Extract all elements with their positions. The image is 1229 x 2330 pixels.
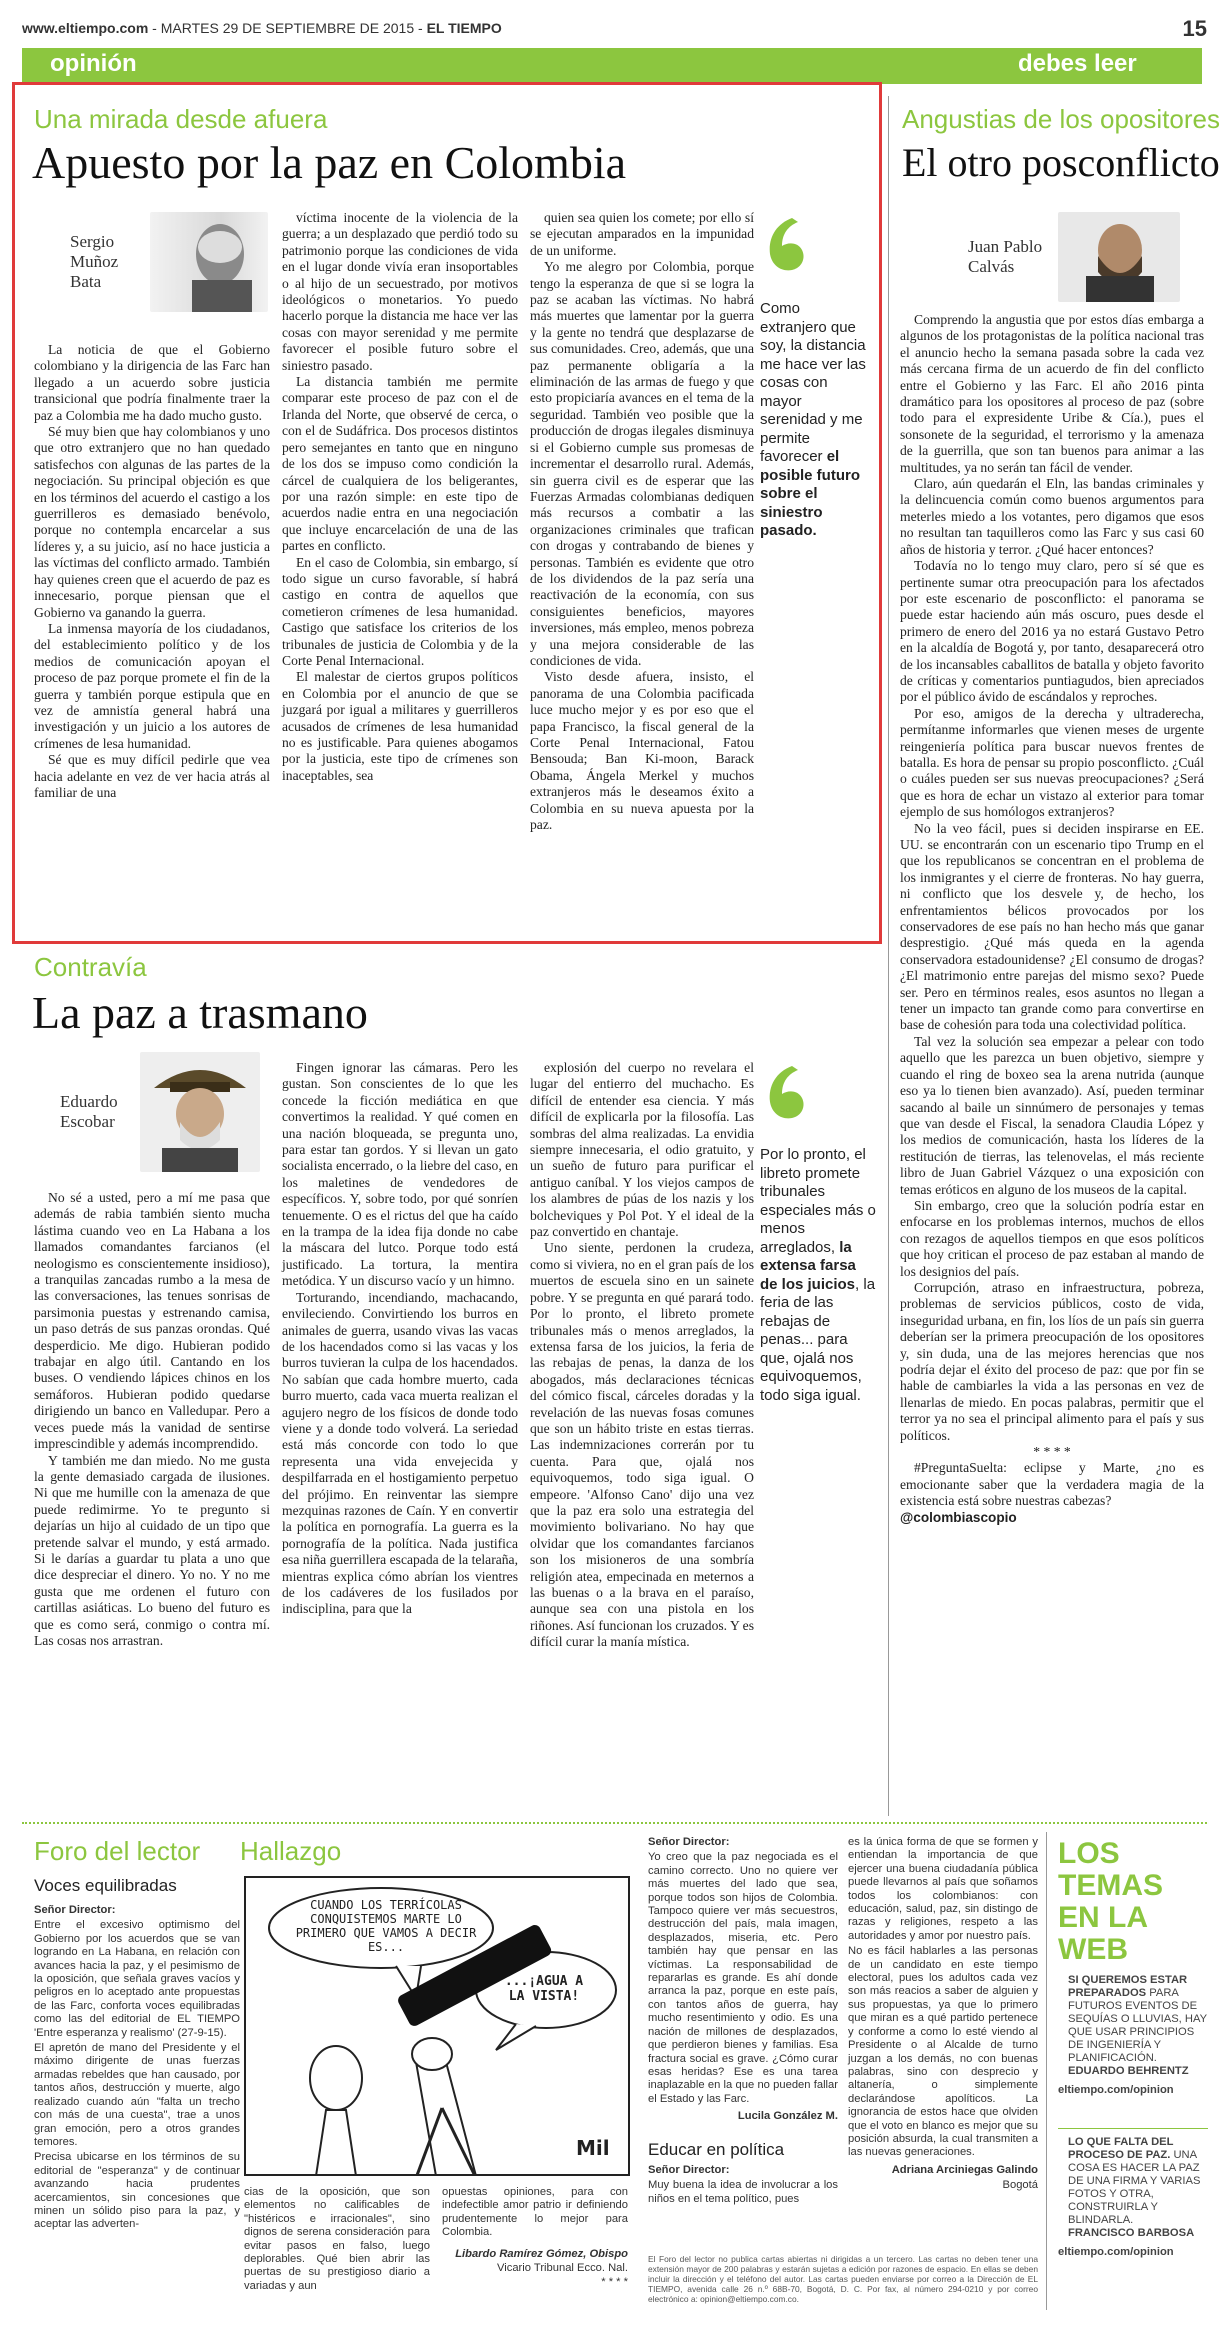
paragraph: víctima inocente de la violencia de la guerra; a un desplazado que perdió todo su patrimonio porque las condiciones de vida en el lugar donde vivía eran insoportables o al hijo de un secuestrado, por motivos ideológicos o monetarios. Yo puedo hacerlo porque la distancia me hace ver las cosas con mayor serenidad y me permite favorecer el posible futuro sobre el siniestro pasado. [282, 210, 518, 373]
paragraph: Y también me dan miedo. No me gusta la gente demasiado cargada de ilusiones. Ni que me humille con la amenaza de que puede redimirme. Yo te pregunto si dejarías un hijo al cuidado de un tipo que pretende salvar el mundo, y está armado. Si le darías a guardar tu plata a uno que dice despreciar el dinero. Yo no. Y no me gusta que me ordenen el futuro con cartillas asiáticas. Lo bueno del futuro es que es como será, conmigo o contra mí. Las cosas nos arrastran. [34, 1452, 270, 1648]
letter-city: Bogotá [1002, 2179, 1038, 2192]
web-item-text: PARA FUTUROS EVENTOS DE SEQUÍAS O LLUVIAS, HAY QUE USAR PRINCIPIOS DE INGENIERÍA Y PLANIFICACIÓN. [1068, 1987, 1207, 2064]
article-col-2 [282, 210, 518, 784]
second-kicker: Contravía [34, 952, 147, 982]
author-photo [1058, 212, 1180, 302]
paragraph: es la única forma de que se formen y entiendan la importancia de que ejercer una buena ciudadanía pública puede llevarnos al país que soñamos todos los colombianos: con educación, salud, paz, sin distingo de razas y religiones, respeto a las autoridades y amor por nuestro país. [848, 1836, 1038, 1942]
paragraph: Fingen ignorar las cámaras. Pero les gustan. Son conscientes de lo que les concede la ficción mediática en que convertimos la realidad. Y qué comen en una nación bloqueada, se pregunta uno, para estar tan gordos. Y si llevan un gato socialista encerrado, o la liebre del caso, en los maletines de vendedores de específicos. Y, sobre todo, por qué sonríen tenuemente. O es el rictus del que ha caído en la trampa de la idea fija donde no cabe la máscara del lutco. Porque todo está justificado. La tortura, la mentira metódica. Y un discurso vacío y un himno. [282, 1060, 518, 1289]
letter-2 [648, 2164, 838, 2208]
twitter-handle[interactable]: @colombiascopio [900, 1509, 1017, 1525]
letter-2-cont [848, 1836, 1038, 2195]
second-col-2 [282, 1060, 518, 1618]
paragraph: Todavía no lo tengo muy claro, pero sí sé que es pertinente sumar otra preocupación para los afectados por este escenario de posconflicto: el panorama se puede estar haciendo aún más oscuro, pues desde el primero de enero del 2016 ya no estará Gustavo Petro en la alcaldía de Bogotá y, por tanto, desaparecerá otro de los incansables caballitos de batalla y objeto favorito de críticas y comentarios puntiagudos, bien apreciados por el público ávido de escándalos y reproches. [900, 558, 1204, 705]
foro-col-3: opuestas opiniones, para con indefectible amor patrio ir definiendo prudentemente lo mejor para Colombia. [442, 2186, 628, 2239]
letter-signature: Lucila González M. [737, 2110, 838, 2123]
bottom-divider [22, 1822, 1207, 1824]
paragraph: Visto desde afuera, insisto, el panorama de una Colombia pacificada luce mucho mejor y es por eso que el papa Francisco, la fiscal general de la Corte Penal Internacional, Fatou Bensouda; Ban Ki-moon, Barack Obama, Ángela Merkel y muchos extranjeros más le deseamos éxito a Colombia en su nueva apuesta por la paz. [530, 669, 754, 833]
letter-salute: Señor Director: [648, 1836, 730, 1848]
web-item-text: UNA COSA ES HACER LA PAZ DE UNA FIRMA Y VARIAS FOTOS Y OTRA, CONSTRUIRLA Y BLINDARLA. [1068, 2149, 1201, 2226]
paragraph: Sé que es muy difícil pedirle que vea hacia adelante en vez de ver hacia atrás al familiar de una [34, 752, 270, 800]
paragraph: Corrupción, atraso en infraestructura, pobreza, problemas de servicios públicos, costo de vida, inseguridad urbana, en fin, los líos de un país sin guerra deberían ser la primera preocupación de los opositores y, sin duda, una de las mejores herencias que nos podría dejar el éxito del proceso de paz: que por fin se hable de cambiarles la vida a las personas en vez de llenarlas de miedo. En pocas palabras, permitir que el terror ya no sea el principal alimento para el país y sus políticos. [900, 1279, 1204, 1443]
right-author-byline [968, 212, 1180, 302]
cartoon-bubble-2: ...¡AGUA A LA VISTA! [504, 1974, 584, 2004]
right-kicker: Angustias de los opositores [902, 104, 1220, 134]
web-item-1 [1058, 1974, 1208, 2097]
paragraph: La distancia también me permite comparar este proceso de paz con el de Irlanda del Norte, que observé de cerca, o con el de Sudáfrica. Dos procesos distintos pero semejantes en tanto que en ninguno de los dos se impuso como condición la cárcel de cualquiera de los beligerantes, por una razón simple: en este tipo de acuerdos nadie entra en una negociación que incluye encarcelación de una de las partes en conflicto. [282, 374, 518, 554]
portrait-icon [150, 212, 268, 312]
article-title: Apuesto por la paz en Colombia [32, 137, 627, 188]
author-photo [150, 212, 268, 312]
letter-salute: Señor Director: [648, 2164, 730, 2176]
pull-quote-text: , la feria de las rebajas de penas... para que, ojalá nos equivoquemos, todo siga igual. [760, 1275, 876, 1404]
foro-signature-role: Vicario Tribunal Ecco. Nal. [497, 2262, 628, 2274]
web-item-author: FRANCISCO BARBOSA [1068, 2227, 1195, 2239]
pull-quote [760, 1146, 876, 1405]
foro-letter [34, 1904, 240, 2234]
paragraph: #PreguntaSuelta: eclipse y Marte, ¿no es emocionante saber que la verdadera magia de la existencia está sobre nuestras cabezas? [900, 1460, 1204, 1509]
paragraph: Sé muy bien que hay colombianos y uno que otro extranjero que no han quedado satisfechos con algunas de las partes de la negociación. Su principal objeción es que en los términos del acuerdo el castigo a los guerrilleros es demasiado benévolo, porque no contempla encarcelar a sus líderes y, a su juicio, así no hace justicia a las víctimas del conflicto armado. También hay quienes creen que el acuerdo de paz es innecesario, porque piensan que el Gobierno va ganando la guerra. [34, 424, 270, 620]
author-name: Juan Pablo Calvás [968, 237, 1043, 276]
web-title: LOS TEMAS EN LA WEB [1058, 1837, 1163, 1966]
foro-stars: * * * * [601, 2276, 628, 2288]
paragraph: Por eso, amigos de la derecha y ultraderecha, permítanme informarles que vienen meses de urgente reingeniería política para buscar nuevos frentes de batalla. Es hora de pensar su propio posconflicto. ¿Cuál o cuáles pueden ser sus nuevas preocupaciones? ¿Será que es hora de echar un vistazo al exterior para tomar ejemplo de sus homólogos extranjeros? [900, 705, 1204, 820]
foro-subtitle: Voces equilibradas [34, 1876, 177, 1895]
column-divider [1046, 1832, 1047, 2310]
paragraph: No sé a usted, pero a mí me pasa que además de rabia también siento mucha lástima cuando veo en La Habana a los llamados comandantes farcianos (el neologismo es conscientemente insidioso), a tranquilas zancadas rumbo a la mesa de las conversaciones, las tenues sonrisas de parsimonia puestas y estrenando camisa, un paso detrás de sus panzas orondas. Qué desperdicio. Me digo. Hubieran podido trabajar en algo útil. Cantando en los buses. O vendiendo lápices chinos en los semáforos. Hubieran podido quedarse dirigiendo un banco en Valledupar. Pero a veces puede más la vanidad de sentirse imprescindible y además incomprendido. [34, 1190, 270, 1452]
pull-quote-text: Por lo pronto, el libreto promete tribunales especiales más o menos arreglados, [760, 1146, 876, 1256]
paragraph: Torturando, incendiando, machacando, envileciendo. Convirtiendo los burros en animales de guerra, usando vivas las vacas de los hacendados como si las vacas y los burros tuvieran la culpa de los hacendados. No sabían que cada hombre muerto, cada burro muerto, cada vaca muerta realizan el agujero negro de los físicos de donde todo viene y a donde todo volverá. La seriedad está más concorde con todo lo que representa una vida envejecida y despilfarrada en el hostigamiento perpetuo del prójimo. En reinventar las siempre mezquinas razones de Caín. Y en convertir la política en pornografía. La guerra es la pornografía de la política. Nada justifica esa niña guerrillera escapada de la telaraña, mientras explica cómo abrían los vientres de los cadáveres de los fusilados por indisciplina, para que la [282, 1289, 518, 1617]
paragraph: Comprendo la angustia que por estos días embarga a algunos de los protagonistas de la política nacional tras el anuncio hecho la semana pasada sobre la cada vez más cercana firma de un acuerdo de fin del conflicto entre el Gobierno y las Farc. El año 2016 pinta dramático para los opositores al proceso de paz (sobre todo para el expresidente Uribe & Cía.), pues el sonsonete de la seguridad, el terrorismo y la amenaza de la guerrilla, que son tan buenos para animar a las multitudes, ya no serán tan fácil de vender. [900, 312, 1204, 475]
foro-title: Foro del lector [34, 1836, 201, 1866]
paragraph: No es fácil hablarles a las personas de un candidato en este tiempo electoral, pues los adultos cada vez son más reacios a saber de alguien y sus propuestas, ya que lo primero que miran es a qué partido pertenece y conforme a como lo esté viendo al Presidente o al Alcalde de turno juzgan a los demás, no con buenas palabras, sino con desprecio y altanería, o simplemente declarándose apolíticos. La ignorancia de estos hace que olviden que el voto en blanco es mejor que su posición absurda, la cual transmiten a las nuevas generaciones. [848, 1945, 1038, 2159]
paragraph: Entre el excesivo optimismo del Gobierno por los acuerdos que se van logrando en La Habana, en relación con avances hacia la paz, y el pesimismo de la oposición, que señala graves vacíos y peligros en lo aceptado ante propuestas de las Farc, conforta voces equilibradas como las del editorial de EL TIEMPO 'Entre esperanza y realismo' (27-9-15). [34, 1919, 240, 2039]
article-col-1 [34, 342, 270, 801]
letter-1 [648, 1836, 838, 2126]
letter-2-title: Educar en política [648, 2140, 785, 2159]
hallazgo-title: Hallazgo [240, 1836, 342, 1866]
article-col-3 [530, 210, 754, 833]
author-name: Sergio Muñoz Bata [70, 232, 119, 291]
site-url[interactable]: www.eltiempo.com [22, 20, 149, 36]
cartoon-signature: Mil [576, 2136, 610, 2160]
paper-name: EL TIEMPO [426, 20, 502, 36]
paragraph: Yo creo que la paz negociada es el camino correcto. Uno no quiere ver más muertes del lado que sea, porque todos son hijos de Colombia. Tampoco quiere ver más secuestros, destrucción del país, mala imagen, desplazados, miseria, etc. Pero también hay que pensar en las víctimas. La responsabilidad de repararlas es grande. Es ahí donde arranca la paz, porque en este país, con tantos años de guerra, hay mucho resentimiento y odio. Es una nación de millones de desplazados, que perdieron bienes y familias. Esa fractura social es grave. ¿Cómo curar esas heridas? Ese es una tarea inaplazable en la que no pueden fallar el Estado y las Farc. [648, 1851, 838, 2105]
author-name: Eduardo Escobar [60, 1092, 118, 1131]
paragraph: Yo me alegro por Colombia, porque tengo la esperanza de que si se logra la paz se acaban las víctimas. No habrá más muertes que lamentar por la guerra y la gente no tendrá que desplazarse de sus comunidades. Creo, además, que una paz permanente obligaría a la eliminación de las armas de fuego y que esto propiciaría avances en el tema de la seguridad. También veo posible que la producción de drogas ilegales disminuya si el Gobierno cumple sus promesas de incrementar el desarrollo rural. Además, sin guerra civil es de esperar que las Fuerzas Armadas colombianas dediquen más recursos a combatir a las organizaciones criminales que trafican con drogas y contrabando de bienes y personas. También es evidente que otro de los dividendos de la paz sería una reactivación de la economía, con sus consiguientes beneficios, mayores inversiones, más empleo, menos pobreza y una mejora considerable de las condiciones de vida. [530, 259, 754, 668]
second-col-1 [34, 1190, 270, 1649]
paragraph: El malestar de ciertos grupos políticos en Colombia por el anuncio de que se juzgará por igual a militares y guerrilleros acusados de crímenes de lesa humanidad no es justificable. Para quienes abogamos por la justicia, este tipo de crímenes son inaceptables, sea [282, 669, 518, 783]
pull-quote [760, 300, 870, 541]
letter-signature: Adriana Arciniegas Galindo [891, 2163, 1038, 2176]
paragraph: Sin embargo, creo que la solución podría estar en enfocarse en los problemas internos, muchos de ellos con rezagos de aquellos tiempos en que esos políticos que hoy critican el proceso de paz estaban al mando de los designios del país. [900, 1197, 1204, 1279]
cartoon-bubble-1: CUANDO LOS TERRÍCOLAS CONQUISTEMOS MARTE LO PRIMERO QUE VAMOS A DECIR ES... [295, 1898, 477, 1954]
legal-notice: El Foro del lector no publica cartas abiertas ni dirigidas a un tercero. Las cartas no deben tener una extensión mayor de 200 palabras y estarán sujetas a edición por razones de espacio. En ellas se deben incluir la dirección y el teléfono del autor. Las cartas pueden enviarse por correo a la Dirección de EL TIEMPO, avenida calle 26 n.º 68B-70, Bogotá, D. C. Por fax, al número 294-0210 y por correo electrónico a: opinion@eltiempo.com.co. [648, 2254, 1038, 2304]
pull-quote-bold: la extensa farsa de los juicios [760, 1238, 856, 1293]
paragraph: Precisa ubicarse en los términos de su editorial de "esperanza" y de continuar avanzando hacia prudentes acercamientos, sin concesiones que minen un sólido piso para la paz, y aceptar las adverten- [34, 2151, 240, 2231]
paragraph: No la veo fácil, pues si deciden inspirarse en EE. UU. se encontrarán con un escenario tipo Trump en el que los republicanos se concentran en el problema de los inmigrantes y el cierre de fronteras. No hay guerra, ni conflicto que los desvele y, de hecho, los enfrentamientos bélicos provocados por los conservadores de ese país no han hecho más que ganar desprestigio. ¿Qué más queda en la agenda conservadora estadounidense? ¿El consumo de drogas? ¿El matrimonio entre parejas del mismo sexo? Puede ser. Pero en términos reales, esos asuntos no llegan a tener un impacto tan grande como para convertirse en base de cohesión para toda una colectividad política. [900, 820, 1204, 1033]
paragraph: La inmensa mayoría de los ciudadanos, del establecimiento político y de los medios de comunicación apoyan el proceso de paz porque promete el fin de la guerra y también porque estipula que en vez de amnistía general habrá una investigación y un juicio a los autores de crímenes de lesa humanidad. [34, 620, 270, 751]
foro-signature: Libardo Ramírez Gómez, Obispo [455, 2248, 628, 2260]
section-label-opinion: opinión [50, 50, 137, 77]
web-item-author: EDUARDO BEHRENTZ [1068, 2065, 1189, 2077]
paragraph: quien sea quien los comete; por ello sí se ejecutan amparados en la impunidad de un uniforme. [530, 210, 754, 258]
web-divider [1058, 2128, 1208, 2129]
web-item-link[interactable]: eltiempo.com/opinion [1058, 2084, 1174, 2096]
paragraph: El apretón de mano del Presidente y el máximo dirigente de unas fuerzas armadas rebeldes que han causado, por tantos años, destrucción y muerte, algo realizado cuando aún "falta un trecho con más de una cuesta", trae a unos gran emoción, pero a otros grandes temores. [34, 2042, 240, 2148]
right-article-text [900, 312, 1204, 1526]
article-kicker: Una mirada desde afuera [34, 104, 328, 134]
stars: * * * * [1033, 1444, 1071, 1460]
paragraph: Uno siente, perdonen la crudeza, como si viviera, no en el gran país de los muertos de escuela sino en un sainete pobre. Y se pregunta en qué parará todo. Por lo pronto, el libreto promete tribunales más o menos arreglados, la extensa farsa de los juicios, la feria de las rebajas de penas, la danza de los abogados, más declaraciones técnicas del cómico fiscal, cárceles doradas y la revelación de las nuevas fosas comunes que son un hábito triste en estas tierras. Las indemnizaciones correrán por tu cuenta. Para que, ojalá nos equivoquemos, todo siga igual. O empeore. 'Alfonso Cano' dijo una vez que la paz era solo una estrategia del movimiento bolivariano. No hay que olvidar que los comandantes farcianos son los misioneros de una sombría religión atea, empecinada en meternos a las buenas o a la brava en el paraíso, aunque sea con una pistola en los riñones. Así funcionan los cruzados. Y es difícil curar la manía mística. [530, 1240, 754, 1650]
quote-icon [762, 214, 808, 274]
section-label-debes-leer: debes leer [1018, 50, 1137, 77]
page-header [22, 16, 1207, 50]
pull-quote-text: Como extranjero que soy, la distancia me hace ver las cosas con mayor serenidad y me permite favorecer [760, 300, 866, 465]
paragraph: La noticia de que el Gobierno colombiano y la dirigencia de las Farc han llegado a un acuerdo sobre justicia transicional que podría finalmente traer la paz a Colombia me ha dado mucho gusto. [34, 342, 270, 423]
portrait-icon [140, 1052, 260, 1172]
cartoon [244, 1876, 630, 2176]
quote-icon [762, 1062, 808, 1122]
web-item-bold: SI QUEREMOS ESTAR PREPARADOS [1068, 1974, 1188, 1999]
paragraph: Claro, aún quedarán el Eln, las bandas criminales y la delincuencia común como buenos argumentos para meterles miedo a los votantes, pero digamos que esos no resultan tan taquilleros como las Farc y sus casi 60 años de historia y terror. ¿Qué hacer entonces? [900, 476, 1204, 557]
portrait-icon [1058, 212, 1180, 302]
paragraph: explosión del cuerpo no revelara el lugar del entierro del muchacho. Es difícil de entender esa ciencia. Y más difícil de explicarla por la filosofía. Las sombras del alma realizadas. La envidia siempre innecesaria, el odio gratuito, y un sueño de futuro para purificar el antiguo caníbal. Y los viejos campos de los alambres de púas de los nazis y los bolcheviques y Pol Pot. Y el ideal de la paz convertido en chantaje. [530, 1060, 754, 1240]
author-photo [140, 1052, 260, 1172]
header-date: - MARTES 29 DE SEPTIEMBRE DE 2015 - [148, 20, 427, 36]
web-item-2 [1058, 2136, 1208, 2259]
paragraph: Tal vez la solución sea empezar a pelear con todo aquello que les parezca un buen objetivo, siempre y cuando el ring de boxeo sea la arena nutrida (aunque eso ya lo tienen bien avanzado). Así, pueden terminar sacando al baile un sinnúmero de personajes y temas que van desde el Fiscal, la senadora Claudia López y los medios de comunicación, hasta los líderes de la restitución de tierras, las telenovelas, el más reciente libro de Juan Gabriel Vázquez o una exposición con temas eróticos en alguno de los museos de la capital. [900, 1033, 1204, 1197]
web-item-link[interactable]: eltiempo.com/opinion [1058, 2246, 1174, 2258]
right-title: El otro posconflicto [902, 140, 1220, 185]
second-author-byline [60, 1052, 260, 1172]
author-byline [70, 212, 268, 312]
foro-col-2: cias de la oposición, que son elementos no calificables de "histéricos e irracionales", sino dignos de serena consideración para evitar pasos en falso, luego deplorables. Qué bien abrir las puertas de su prestigioso diario a variadas y aun [244, 2186, 430, 2292]
second-col-3 [530, 1060, 754, 1651]
web-item-bold: LO QUE FALTA DEL PROCESO DE PAZ. [1068, 2136, 1174, 2161]
second-title: La paz a trasmano [32, 987, 368, 1038]
pull-quote-bold: el posible futuro sobre el siniestro pasado. [760, 448, 860, 539]
letter-salute: Señor Director: [34, 1904, 116, 1916]
paragraph: En el caso de Colombia, sin embargo, sí todo sigue un curso favorable, sí habrá castigo en contra de aquellos que cometieron crímenes de lesa humanidad. Castigo que satisface los criterios de los tribunales de justicia de Colombia y de la Corte Penal Internacional. [282, 554, 518, 668]
page-number: 15 [1182, 16, 1207, 41]
paragraph: Muy buena la idea de involucrar a los niños en el tema político, pues [648, 2179, 838, 2205]
column-divider [888, 96, 889, 1816]
